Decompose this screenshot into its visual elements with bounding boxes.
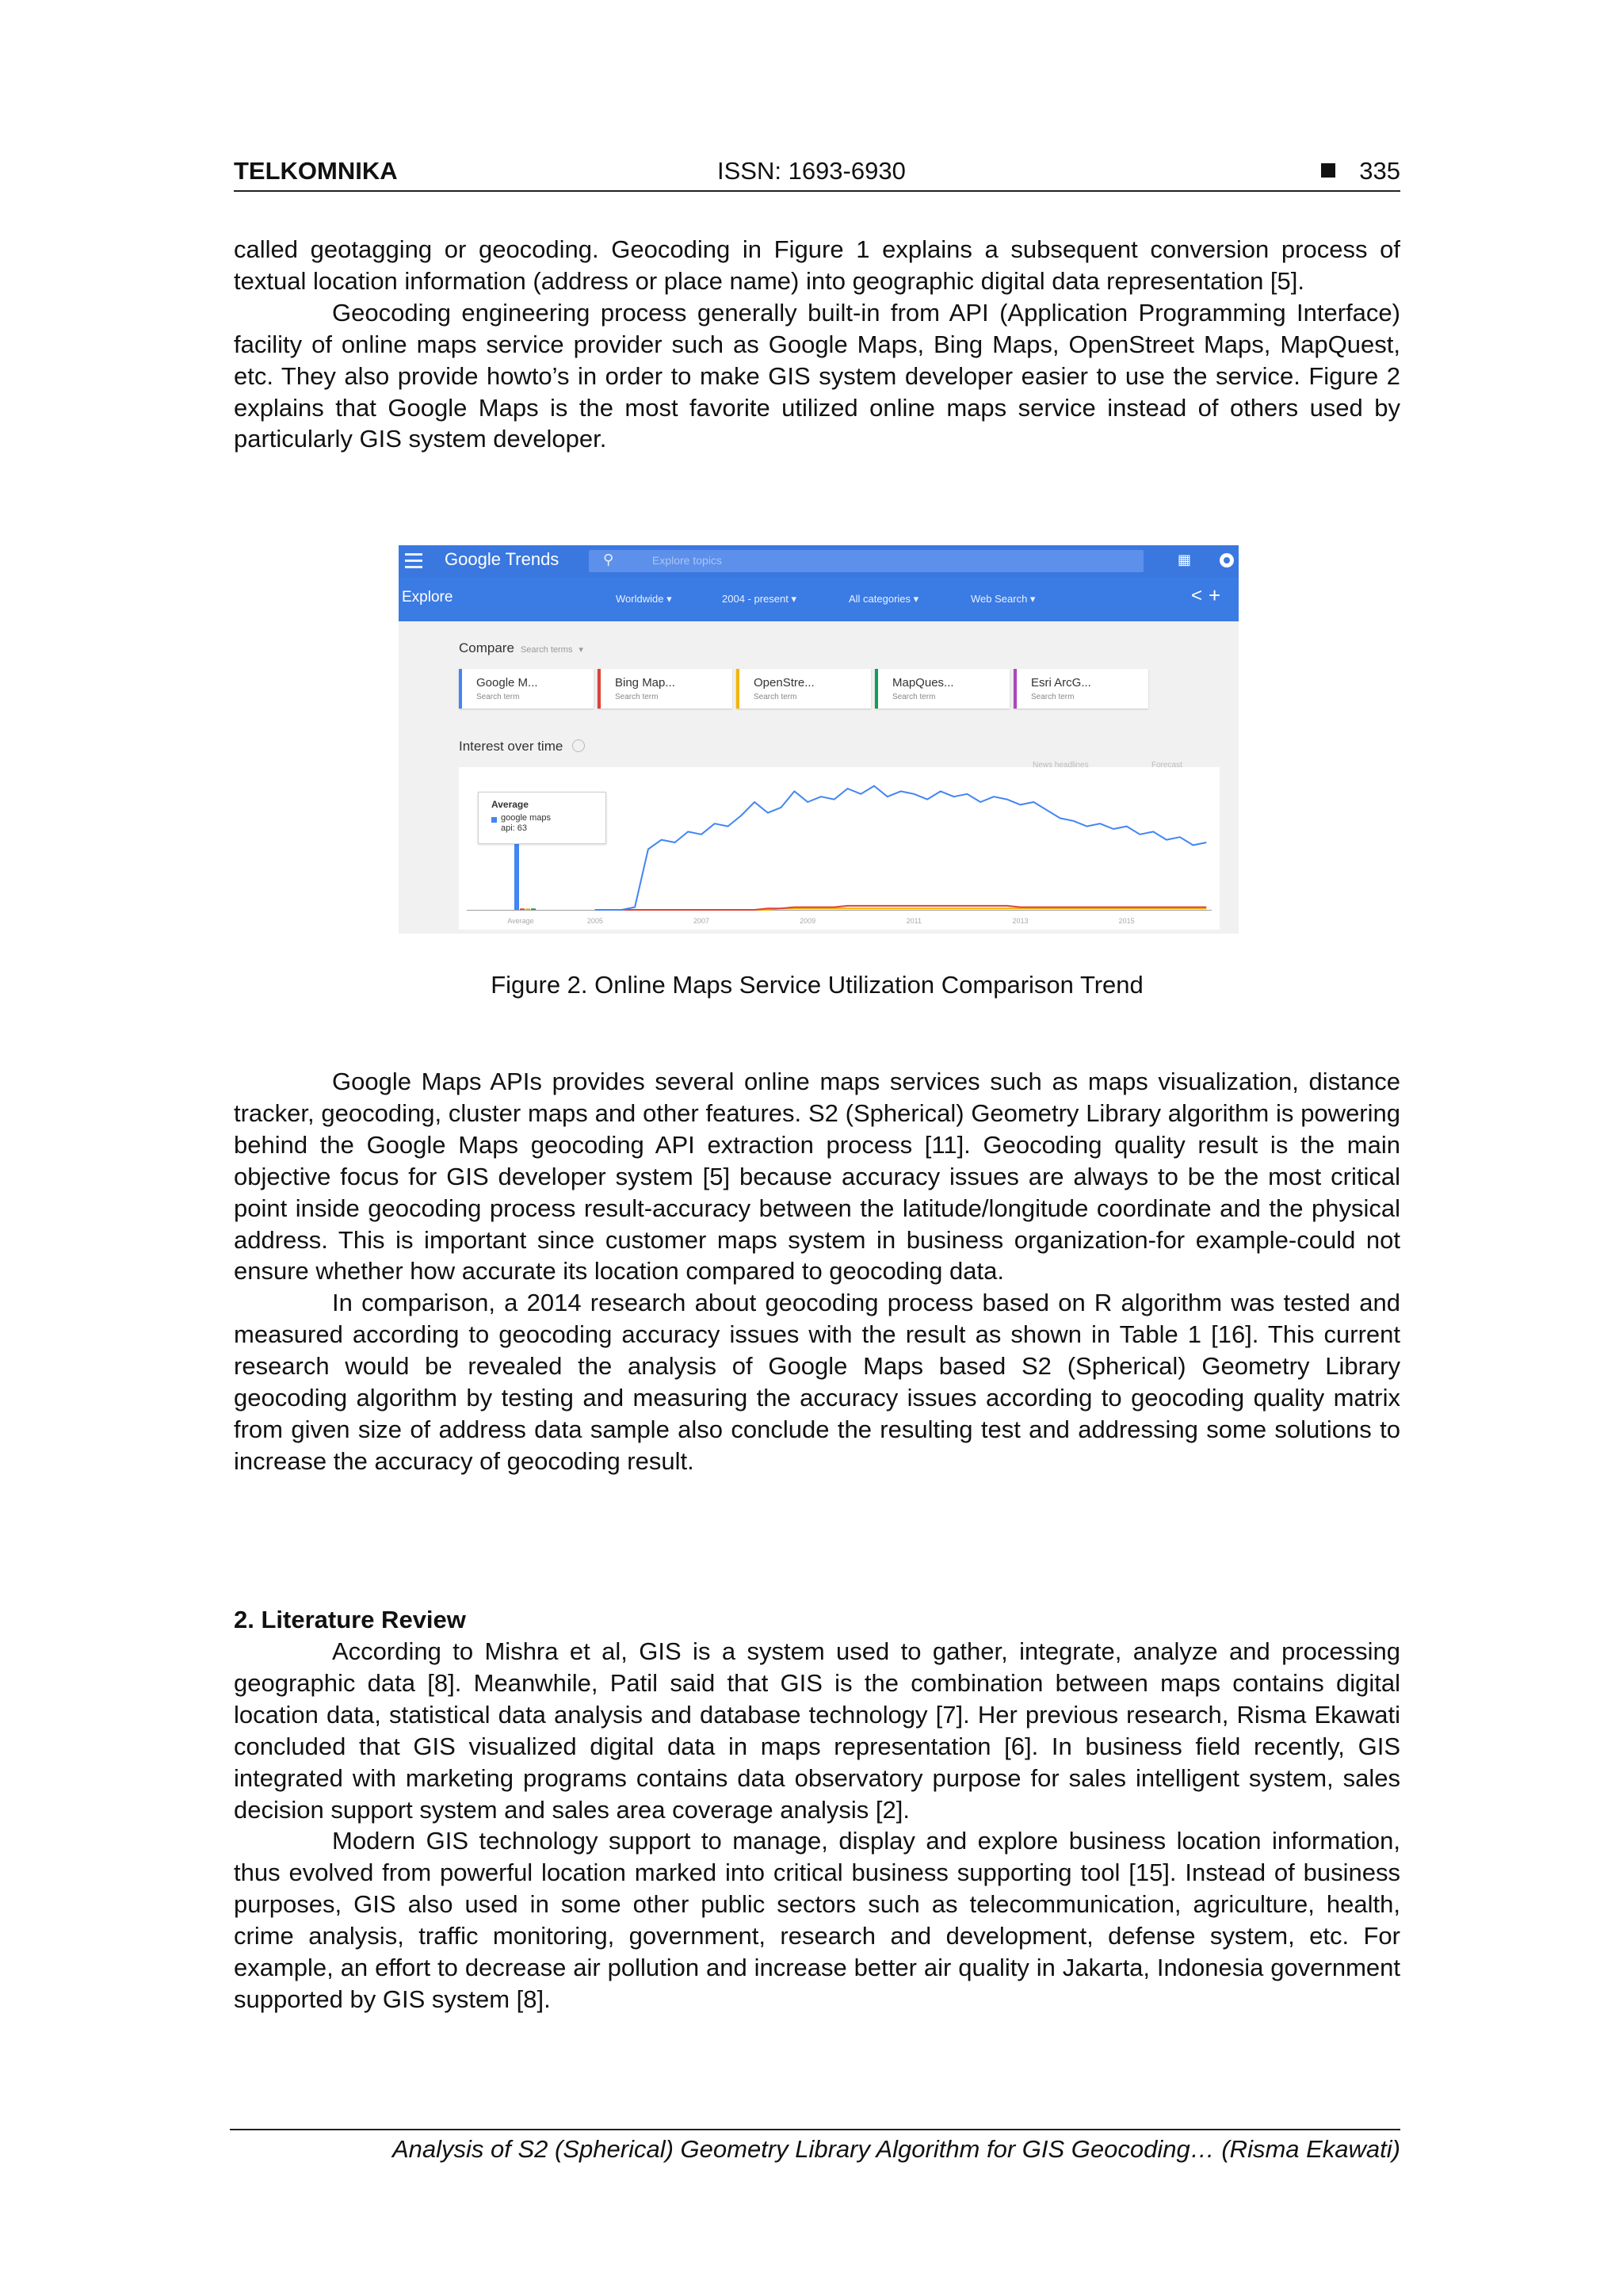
filter-time: 2004 - present ▾ bbox=[722, 593, 796, 605]
square-bullet-icon bbox=[1321, 163, 1335, 178]
term-name: MapQues... bbox=[892, 676, 954, 690]
compare-label: Compare Search terms ▾ bbox=[459, 640, 583, 655]
section-literature-review bbox=[234, 1604, 1400, 2015]
term-name: Esri ArcG... bbox=[1031, 676, 1091, 690]
x-tick-label: 2005 bbox=[586, 917, 603, 925]
search-term-card bbox=[875, 669, 1010, 709]
x-tick-label: 2011 bbox=[906, 917, 922, 925]
average-bar bbox=[525, 908, 530, 910]
plus-icon: + bbox=[1209, 583, 1221, 607]
paragraph: Google Maps APIs provides several online maps services such as maps visualization, distance tracker, geocoding, cluster maps and other features. S2 (Spherical) Geometry Library algorithm is powering behind the Google Maps geocoding API extraction process [11]. Geocoding quality result is the main objective focus for GIS developer system [5] because accuracy issues are always to be the most critical point inside geocoding process result-accuracy between the latitude/longitude coordinate and the physical address. This is important since customer maps system in business organization-for example-could not ensure whether how accurate its location compared to geocoding data. bbox=[234, 1068, 1400, 1286]
term-sub: Search term bbox=[892, 693, 936, 701]
search-term-card bbox=[1014, 669, 1148, 709]
page-number: 335 bbox=[1359, 157, 1400, 185]
figure-caption: Figure 2. Online Maps Service Utilization Comparison Trend bbox=[491, 971, 1144, 999]
help-icon bbox=[572, 739, 585, 752]
explore-bar bbox=[399, 577, 1239, 621]
term-name: OpenStre... bbox=[754, 676, 815, 690]
paragraph: Modern GIS technology support to manage, display and explore business location information, thus evolved from powerful location marked into critical business supporting tool [15]. Instead of business purposes, GIS also used in some other public sectors such as telecommunication, agriculture, health, crime analysis, traffic monitoring, government, research and development, defense system, etc. For example, an effort to decrease air pollution and increase better air quality in Jakarta, Indonesia government supported by GIS system [8]. bbox=[234, 1827, 1400, 2013]
apps-grid-icon: ▦ bbox=[1178, 552, 1192, 567]
share-icon: < bbox=[1191, 585, 1203, 606]
legend-entry: google maps api: 63 bbox=[501, 813, 551, 833]
figure-google-trends bbox=[399, 545, 1239, 934]
average-bar bbox=[531, 908, 536, 910]
term-name: Bing Map... bbox=[615, 676, 675, 690]
x-tick-label: Average bbox=[507, 917, 534, 925]
legend-title: Average bbox=[491, 799, 529, 810]
x-tick-label: 2007 bbox=[693, 917, 710, 925]
search-placeholder: Explore topics bbox=[652, 554, 722, 567]
page-number-area bbox=[1321, 157, 1400, 185]
trends-logo: Google Trends bbox=[445, 549, 559, 569]
paragraph: According to Mishra et al, GIS is a system used to gather, integrate, analyze and processing geographic data [8]. Meanwhile, Patil said that GIS is the combination between maps contains digital location data, statistical data analysis and database technology [7]. Her previous research, Risma Ekawati concluded that GIS visualized digital data in maps representation [6]. In business field recently, GIS integrated with marketing programs contains data observatory purpose for sales intelligent system, sales decision support system and sales area coverage analysis [2]. bbox=[234, 1637, 1400, 1824]
search-term-card bbox=[736, 669, 871, 709]
account-icon bbox=[1220, 553, 1234, 567]
paragraph: In comparison, a 2014 research about geocoding process based on R algorithm was tested and measured according to geocoding accuracy issues with the result as shown in Table 1 [16]. This current research would be revealed the analysis of Google Maps based S2 (Spherical) Geometry Library geocoding algorithm by testing and measuring the accuracy issues according to geocoding quality matrix from given size of address data sample also conclude the resulting test and addressing some solutions to increase the accuracy of geocoding result. bbox=[234, 1289, 1400, 1475]
issn: ISSN: 1693-6930 bbox=[717, 157, 906, 185]
journal-name: TELKOMNIKA bbox=[234, 157, 398, 185]
term-sub: Search term bbox=[476, 693, 520, 701]
intro-text bbox=[234, 234, 1400, 455]
body-text bbox=[234, 1066, 1400, 1477]
footer-text: Analysis of S2 (Spherical) Geometry Library Algorithm for GIS Geocoding… (Risma Ekawati) bbox=[391, 2135, 1400, 2163]
x-tick-label: 2015 bbox=[1118, 917, 1135, 925]
trends-top-bar bbox=[399, 545, 1239, 577]
hamburger-menu-icon bbox=[405, 553, 422, 572]
term-sub: Search term bbox=[615, 693, 659, 701]
explore-title: Explore bbox=[402, 589, 453, 606]
filter-location: Worldwide ▾ bbox=[616, 593, 672, 605]
x-tick-label: 2013 bbox=[1012, 917, 1029, 925]
term-name: Google M... bbox=[476, 676, 538, 690]
paragraph: Geocoding engineering process generally built-in from API (Application Programming Interface) facility of online maps service provider such as Google Maps, Bing Maps, OpenStreet Maps, MapQuest, etc. They also provide howto’s in order to make GIS system developer easier to use the service. Figure 2 explains that Google Maps is the most favorite utilized online maps service instead of others used by particularly GIS system developer. bbox=[234, 298, 1400, 453]
trends-search-box bbox=[589, 550, 1144, 572]
search-term-card bbox=[459, 669, 594, 709]
interest-over-time-label: Interest over time bbox=[459, 739, 585, 755]
search-term-card bbox=[598, 669, 732, 709]
legend-swatch bbox=[491, 817, 497, 823]
x-tick-label: 2009 bbox=[800, 917, 816, 925]
forecast-option: Forecast bbox=[1151, 761, 1182, 770]
series-line bbox=[595, 786, 1207, 910]
news-headlines-option: News headlines bbox=[1033, 761, 1089, 770]
term-sub: Search term bbox=[754, 693, 797, 701]
average-legend bbox=[478, 792, 606, 844]
paragraph: called geotagging or geocoding. Geocoding in Figure 1 explains a subsequent conversion process of textual location information (address or place name) into geographic digital data representation [5]. bbox=[234, 235, 1400, 295]
average-bar bbox=[520, 908, 525, 910]
running-footer bbox=[230, 2129, 1400, 2164]
search-icon: ⚲ bbox=[603, 552, 614, 567]
running-header bbox=[234, 155, 1400, 192]
compare-hint: Search terms bbox=[520, 645, 573, 655]
section-heading: 2. Literature Review bbox=[234, 1606, 466, 1633]
term-sub: Search term bbox=[1031, 693, 1075, 701]
filter-category: All categories ▾ bbox=[849, 593, 919, 605]
filter-search-type: Web Search ▾ bbox=[971, 593, 1036, 605]
